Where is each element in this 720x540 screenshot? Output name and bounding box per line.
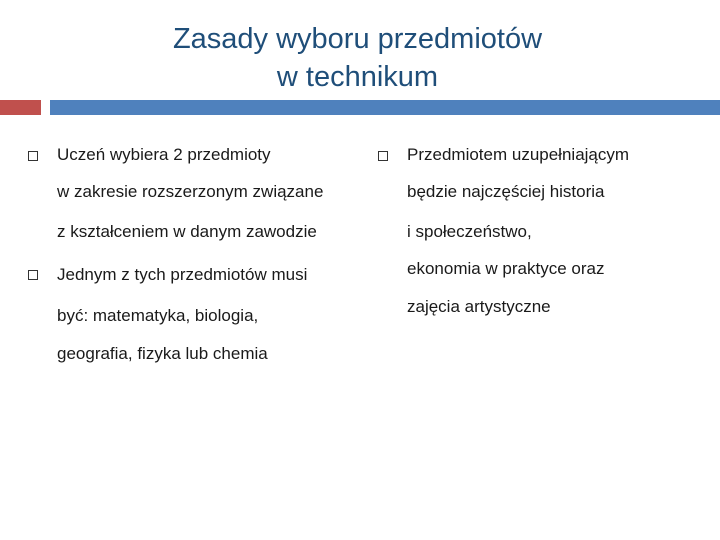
accent-bar-red [0,100,41,115]
slide-title-line-2: w technikum [276,61,439,93]
left-bullet-2-line-1: Jednym z tych przedmiotów musi [57,265,308,284]
right-bullet-1-line-2: będzie najczęściej historia [407,182,605,201]
right-bullet-1-line-3: i społeczeństwo, [407,222,532,241]
accent-bar-blue [50,100,720,115]
slide-title [0,20,715,96]
slide-title-line-1: Zasady wyboru przedmiotów [172,23,543,55]
left-bullet-1-line-3: z kształceniem w danym zawodzie [57,222,317,241]
left-bullet-2-line-3: geografia, fizyka lub chemia [57,344,268,363]
square-bullet-icon [28,270,38,280]
left-bullet-1-line-1: Uczeń wybiera 2 przedmioty [57,145,271,164]
square-bullet-icon [378,151,388,161]
right-bullet-1-line-4: ekonomia w praktyce oraz [407,259,605,278]
left-bullet-2-line-2: być: matematyka, biologia, [57,306,259,325]
square-bullet-icon [28,151,38,161]
right-bullet-1-line-5: zajęcia artystyczne [407,297,551,316]
left-bullet-1-line-2: w zakresie rozszerzonym związane [57,182,324,201]
right-bullet-1-line-1: Przedmiotem uzupełniającym [407,145,630,164]
